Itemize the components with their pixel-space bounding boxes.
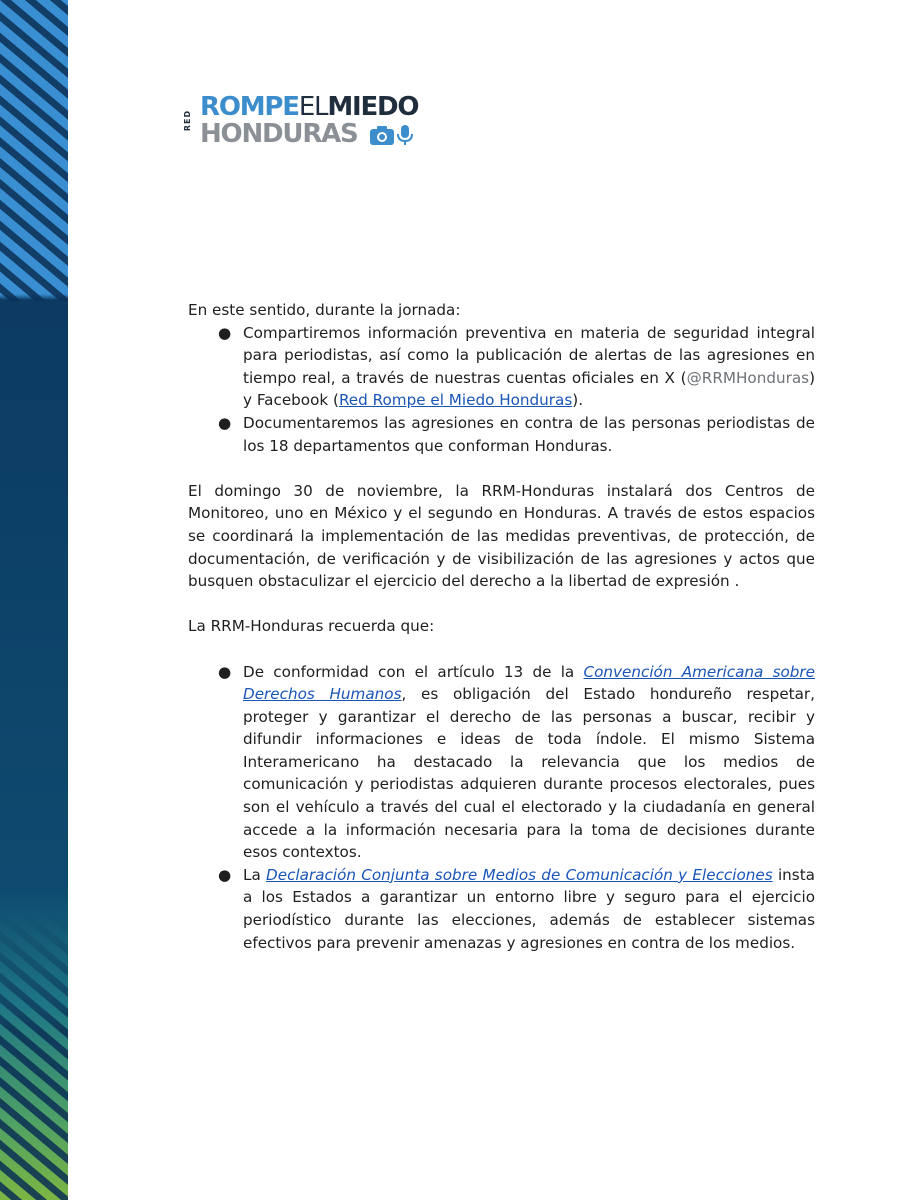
stripe-pattern [0, 0, 68, 1200]
logo-rompe: ROMPE [200, 92, 299, 122]
reminder-list [188, 661, 815, 955]
action-list [188, 322, 815, 458]
brand-logo [183, 92, 426, 149]
bullet: ● [218, 413, 232, 432]
x-handle: @RRMHonduras [686, 368, 810, 387]
monitoring-paragraph: El domingo 30 de noviembre, la RRM-Honduras instalará dos Centros de Monitoreo, uno en México y el segundo en Honduras. A través de estos espacios se coordinará la implementación de las medidas preventivas, de protección, de documentación, de verificación y de visibilización de las agresiones y actos que busquen obstaculizar el ejercicio del derecho a la libertad de expresión . [188, 481, 815, 591]
reminder-heading: La RRM-Honduras recuerda que: [188, 617, 435, 636]
logo-honduras: HONDURAS [200, 119, 358, 149]
logo-icons [369, 124, 417, 146]
facebook-link[interactable]: Red Rompe el Miedo Honduras [338, 391, 573, 410]
list-item: ● De conformidad con el artículo 13 de la Convención Americana sobre Derechos Humanos, es obligación del Estado hondureño respetar, proteger y garantizar el derecho de las personas a buscar, recibir y difundir informaciones e ideas de toda índole. El mismo Sistema Interamericano ha destacado la relevancia que los medios de comunicación y periodistas adquieren durante procesos electorales, pues son el vehículo a través del cual el electorado y la ciudadanía en general accede a la información necesaria para la toma de decisiones durante esos contextos. [218, 662, 816, 862]
decorative-sidebar [0, 0, 68, 1200]
declaration-link[interactable]: Declaración Conjunta sobre Medios de Comunicación y Elecciones [266, 865, 773, 884]
list-item: ● La Declaración Conjunta sobre Medios de Comunicación y Elecciones insta a los Estados a garantizar un entorno libre y seguro para el ejercicio periodístico durante las elecciones, además de establecer sistemas efectivos para prevenir amenazas y agresiones en contra de los medios. [218, 865, 815, 952]
logo-el: EL [298, 92, 328, 122]
list-item: ● Documentaremos las agresiones en contra de las personas periodistas de los 18 departamentos que conforman Honduras. [218, 413, 815, 455]
logo-miedo: MIEDO [327, 92, 419, 122]
convention-link[interactable]: Convención Americana sobre Derechos Humanos [243, 662, 816, 704]
camera-icon [370, 126, 394, 145]
document-body [188, 299, 815, 954]
bullet: ● [218, 865, 232, 884]
intro-paragraph: En este sentido, durante la jornada: [188, 301, 461, 319]
microphone-icon [398, 125, 412, 145]
logo-line-1 [200, 93, 418, 121]
logo-red-label: RED [183, 109, 193, 132]
logo-line-2 [200, 120, 417, 148]
bullet: ● [218, 662, 232, 681]
bullet: ● [218, 323, 232, 342]
list-item: ● Compartiremos información preventiva en materia de seguridad integral para periodistas, así como la publicación de alertas de las agresiones en tiempo real, a través de nuestras cuentas oficiales en X (@RRMHonduras) y Facebook (Red Rompe el Miedo Honduras). [218, 323, 815, 410]
